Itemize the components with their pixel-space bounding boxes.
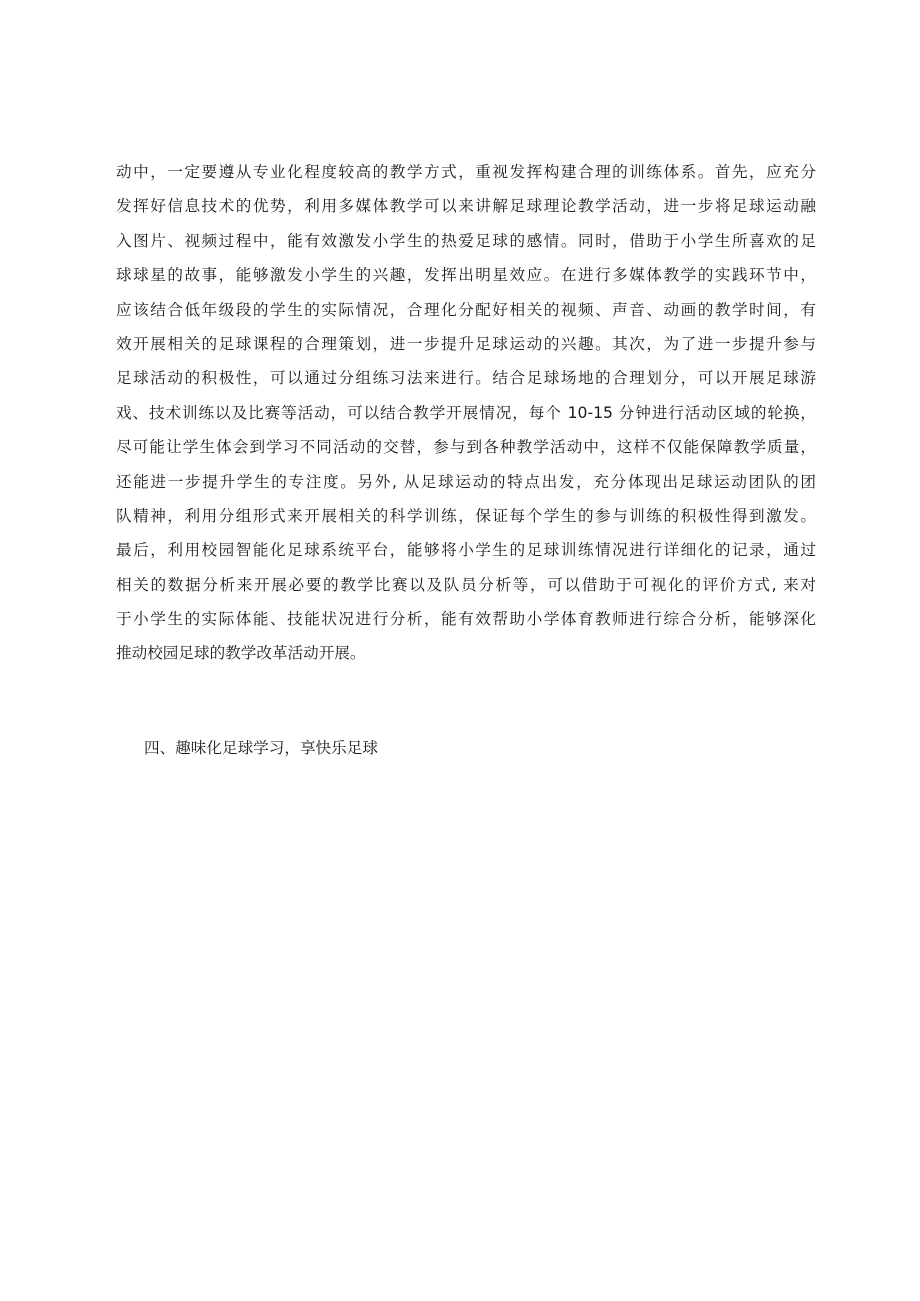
paragraph-line: 最后，利用校园智能化足球系统平台，能够将小学生的足球训练情况进行详细化的记录，通过 xyxy=(116,541,816,560)
paragraph-line: 戏、技术训练以及比赛等活动，可以结合教学开展情况，每个 10-15 分钟进行活动区域的轮换， xyxy=(116,403,816,422)
paragraph-line: 球球星的故事，能够激发小学生的兴趣，发挥出明星效应。在进行多媒体教学的实践环节中， xyxy=(116,266,816,285)
paragraph-line: 相关的数据分析来开展必要的教学比赛以及队员分析等，可以借助于可视化的评价方式, 来对 xyxy=(116,575,816,594)
section-heading: 四、趣味化足球学习，享快乐足球 xyxy=(144,739,378,757)
paragraph-line: 于小学生的实际体能、技能状况进行分析，能有效帮助小学体育教师进行综合分析，能够深化 xyxy=(116,610,816,629)
paragraph-line: 还能进一步提升学生的专注度。另外, 从足球运动的特点出发，充分体现出足球运动团队的团 xyxy=(116,472,816,491)
paragraph-line: 队精神，利用分组形式来开展相关的科学训练，保证每个学生的参与训练的积极性得到激发。 xyxy=(116,506,816,525)
body-paragraph xyxy=(116,155,816,671)
paragraph-line: 发挥好信息技术的优势，利用多媒体教学可以来讲解足球理论教学活动，进一步将足球运动融 xyxy=(116,197,816,216)
paragraph-line: 效开展相关的足球课程的合理策划，进一步提升足球运动的兴趣。其次，为了进一步提升参与 xyxy=(116,334,816,353)
paragraph-line: 足球活动的积极性，可以通过分组练习法来进行。结合足球场地的合理划分，可以开展足球游 xyxy=(116,369,816,388)
paragraph-line: 尽可能让学生体会到学习不同活动的交替，参与到各种教学活动中，这样不仅能保障教学质量， xyxy=(116,438,816,457)
paragraph-line: 应该结合低年级段的学生的实际情况，合理化分配好相关的视频、声音、动画的教学时间，有 xyxy=(116,300,816,319)
paragraph-line: 推动校园足球的教学改革活动开展。 xyxy=(116,644,366,663)
paragraph-line: 动中，一定要遵从专业化程度较高的教学方式，重视发挥构建合理的训练体系。首先，应充分 xyxy=(116,163,816,181)
paragraph-line: 入图片、视频过程中，能有效激发小学生的热爱足球的感情。同时，借助于小学生所喜欢的足 xyxy=(116,231,816,250)
